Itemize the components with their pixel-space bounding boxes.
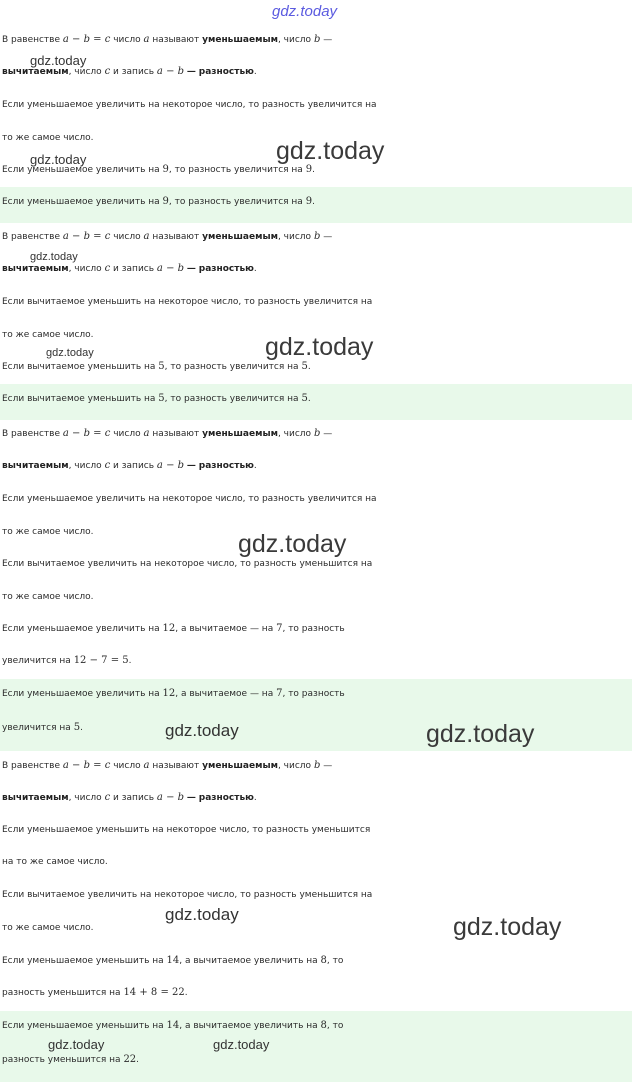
rule-text: Если вычитаемое уменьшить на некоторое число, то разность увеличится на <box>2 297 373 307</box>
example-text: Если уменьшаемое уменьшить на 14, а вычитаемое увеличить на 8, то <box>2 955 344 966</box>
answer-text: Если уменьшаемое уменьшить на 14, а вычитаемое увеличить на 8, то <box>2 1020 344 1031</box>
definition-line-1: В равенстве a − b = c число a называют уменьшаемым, число b — <box>2 231 333 242</box>
rule-text: на то же самое число. <box>2 857 108 867</box>
definition-line-2: вычитаемым, число c и запись a − b — разностью. <box>2 263 257 274</box>
watermark: gdz.today <box>276 137 385 165</box>
definition-line-2: вычитаемым, число c и запись a − b — разностью. <box>2 792 257 803</box>
watermark: gdz.today <box>238 530 347 558</box>
rule-text: то же самое число. <box>2 330 94 340</box>
answer-text: Если уменьшаемое увеличить на 12, а вычитаемое — на 7, то разность <box>2 688 345 699</box>
watermark: gdz.today <box>30 152 87 167</box>
rule-text: то же самое число. <box>2 592 94 602</box>
rule-text: Если вычитаемое увеличить на некоторое число, то разность уменьшится на <box>2 890 373 900</box>
rule-text: то же самое число. <box>2 923 94 933</box>
definition-line-1: В равенстве a − b = c число a называют уменьшаемым, число b — <box>2 760 333 771</box>
watermark: gdz.today <box>453 913 562 941</box>
answer-box <box>0 384 632 420</box>
watermark: gdz.today <box>48 1037 105 1052</box>
watermark-top: gdz.today <box>272 3 338 20</box>
example-text: Если уменьшаемое увеличить на 9, то разность увеличится на 9. <box>2 164 315 175</box>
watermark: gdz.today <box>30 53 87 68</box>
rule-text: Если уменьшаемое увеличить на некоторое число, то разность увеличится на <box>2 494 377 504</box>
definition-line-1: В равенстве a − b = c число a называют уменьшаемым, число b — <box>2 428 333 439</box>
answer-box <box>0 679 632 751</box>
rule-text: то же самое число. <box>2 527 94 537</box>
watermark: gdz.today <box>46 347 94 359</box>
rule-text: Если уменьшаемое увеличить на некоторое число, то разность увеличится на <box>2 100 377 110</box>
answer-text: увеличится на 5. <box>2 722 83 733</box>
answer-text: разность уменьшится на 22. <box>2 1054 140 1065</box>
definition-line-1: В равенстве a − b = c число a называют уменьшаемым, число b — <box>2 34 333 45</box>
rule-text: Если вычитаемое увеличить на некоторое число, то разность уменьшится на <box>2 559 373 569</box>
example-text: разность уменьшится на 14 + 8 = 22. <box>2 987 188 998</box>
watermark: gdz.today <box>213 1037 270 1052</box>
definition-line-2: вычитаемым, число c и запись a − b — разностью. <box>2 460 257 471</box>
example-text: Если уменьшаемое увеличить на 12, а вычитаемое — на 7, то разность <box>2 623 345 634</box>
watermark: gdz.today <box>165 905 239 924</box>
example-text: увеличится на 12 − 7 = 5. <box>2 655 132 666</box>
answer-box <box>0 187 632 223</box>
definition-line-2: вычитаемым, число c и запись a − b — разностью. <box>2 66 257 77</box>
rule-text: то же самое число. <box>2 133 94 143</box>
answer-text: Если уменьшаемое увеличить на 9, то разность увеличится на 9. <box>2 196 315 207</box>
watermark: gdz.today <box>265 333 374 361</box>
watermark: gdz.today <box>426 720 535 748</box>
answer-text: Если вычитаемое уменьшить на 5, то разность увеличится на 5. <box>2 393 311 404</box>
rule-text: Если уменьшаемое уменьшить на некоторое число, то разность уменьшится <box>2 825 371 835</box>
watermark: gdz.today <box>30 251 78 263</box>
watermark: gdz.today <box>165 721 239 740</box>
example-text: Если вычитаемое уменьшить на 5, то разность увеличится на 5. <box>2 361 311 372</box>
